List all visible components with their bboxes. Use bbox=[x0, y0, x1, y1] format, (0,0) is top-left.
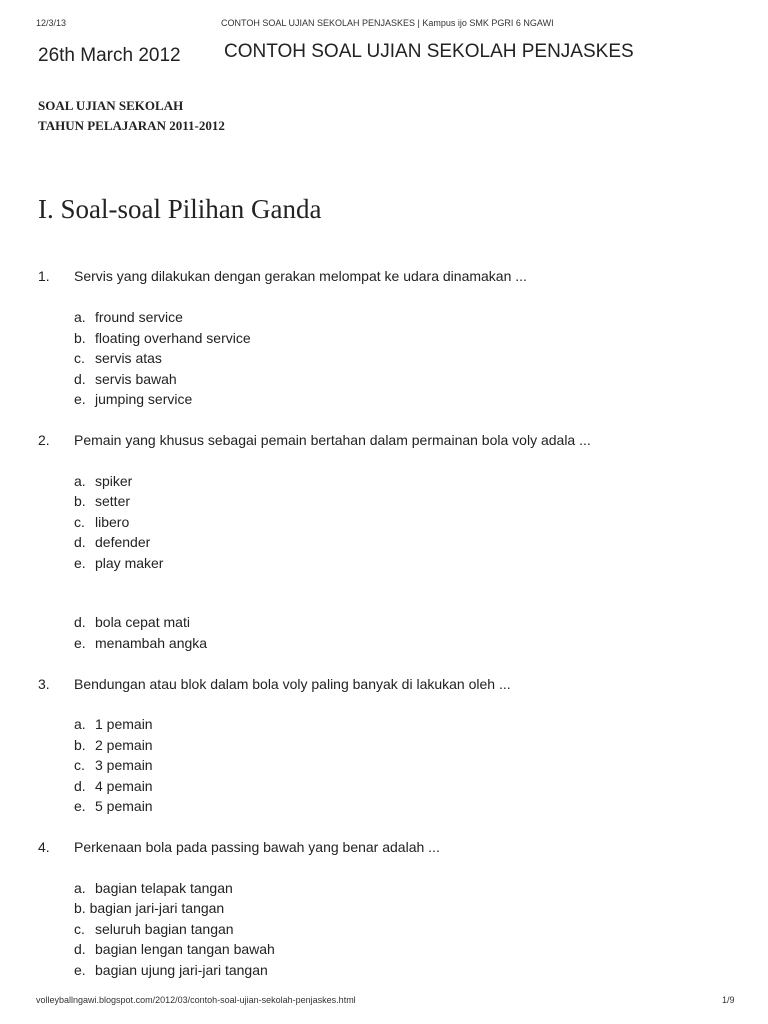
question-text: Servis yang dilakukan dengan gerakan melompat ke udara dinamakan ... bbox=[74, 268, 527, 284]
option-item: c. seluruh bagian tangan bbox=[74, 921, 234, 937]
print-page-number: 1/9 bbox=[722, 995, 735, 1005]
option-item: a. 1 pemain bbox=[74, 716, 153, 732]
post-date: 26th March 2012 bbox=[38, 45, 181, 66]
option-item: e. play maker bbox=[74, 555, 164, 571]
option-item: b. 2 pemain bbox=[74, 737, 153, 753]
post-title[interactable]: CONTOH SOAL UJIAN SEKOLAH PENJASKES bbox=[224, 41, 634, 62]
print-page-title: CONTOH SOAL UJIAN SEKOLAH PENJASKES | Kampus ijo SMK PGRI 6 NGAWI bbox=[221, 18, 554, 28]
print-date: 12/3/13 bbox=[36, 18, 67, 28]
option-item: b. floating overhand service bbox=[74, 330, 251, 346]
option-item: e. menambah angka bbox=[74, 635, 208, 651]
option-item: d. bola cepat mati bbox=[74, 614, 190, 630]
print-url: volleyballngawi.blogspot.com/2012/03/contoh-soal-ujian-sekolah-penjaskes.html bbox=[36, 995, 356, 1005]
option-item: c. servis atas bbox=[74, 350, 162, 366]
question-number: 4. bbox=[38, 839, 50, 855]
section-title: I. Soal-soal Pilihan Ganda bbox=[38, 194, 322, 224]
option-item: b. bagian jari-jari tangan bbox=[74, 900, 225, 916]
option-item: a. spiker bbox=[74, 473, 133, 489]
option-item: c. 3 pemain bbox=[74, 757, 153, 773]
option-item: a. bagian telapak tangan bbox=[74, 880, 233, 896]
option-item: d. 4 pemain bbox=[74, 778, 153, 794]
option-item: c. libero bbox=[74, 514, 130, 530]
option-item: d. defender bbox=[74, 534, 151, 550]
question-number: 1. bbox=[38, 268, 50, 284]
question-number: 3. bbox=[38, 676, 50, 692]
question-text: Pemain yang khusus sebagai pemain bertahan dalam permainan bola voly adala ... bbox=[74, 432, 591, 448]
option-item: e. jumping service bbox=[74, 391, 193, 407]
option-item: d. servis bawah bbox=[74, 371, 177, 387]
question-number: 2. bbox=[38, 432, 50, 448]
question-text: Bendungan atau blok dalam bola voly paling banyak di lakukan oleh ... bbox=[74, 676, 511, 692]
intro-line-2: TAHUN PELAJARAN 2011-2012 bbox=[38, 118, 225, 133]
option-item: b. setter bbox=[74, 493, 131, 509]
question-text: Perkenaan bola pada passing bawah yang benar adalah ... bbox=[74, 839, 440, 855]
option-item: a. fround service bbox=[74, 309, 183, 325]
option-item: e. 5 pemain bbox=[74, 798, 153, 814]
option-item: d. bagian lengan tangan bawah bbox=[74, 941, 275, 957]
option-item: e. bagian ujung jari-jari tangan bbox=[74, 962, 268, 978]
intro-line-1: SOAL UJIAN SEKOLAH bbox=[38, 98, 184, 113]
